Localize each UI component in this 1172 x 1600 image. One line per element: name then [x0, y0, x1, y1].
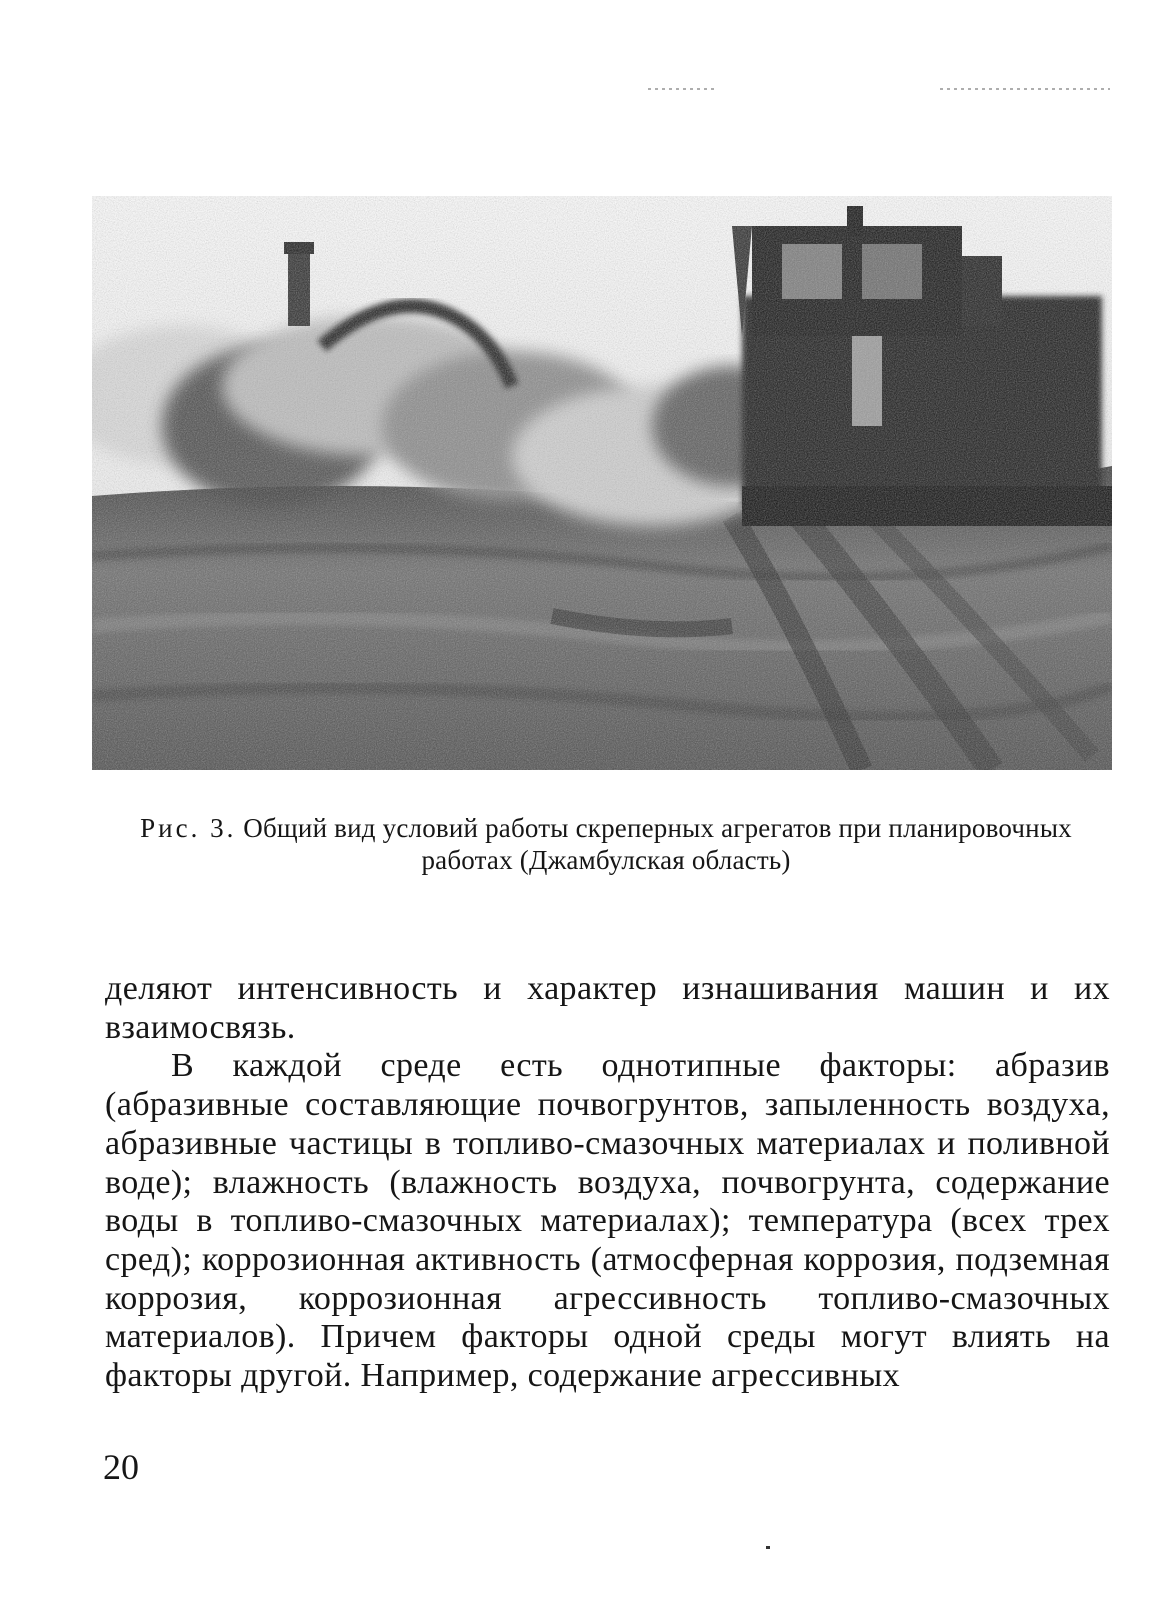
- figure-label: Рис. 3.: [140, 813, 237, 843]
- figure-caption-text: Общий вид условий работы скреперных агрегатов при планировочных работах (Джамбулская область): [243, 813, 1072, 875]
- scan-artifact: [940, 88, 1110, 90]
- scan-artifact: [648, 88, 718, 90]
- paragraph: В каждой среде есть однотипные факторы: абразив (абразивные составляющие почвогрунтов, запыленность воздуха, абразивные частицы в топливо-смазочных материалах и поливной воде); влажность (влажность воздуха, почвогрунта, содержание воды в топливо-смазочных материалах); температура (всех трех сред); коррозионная активность (атмосферная коррозия, подземная коррозия, коррозионная агрессивность топливо-смазочных материалов). Причем факторы одной среды могут влиять на факторы другой. Например, содержание агрессивных: [105, 1047, 1110, 1395]
- scan-artifact: [766, 1546, 770, 1549]
- figure-photo: [92, 196, 1112, 770]
- paragraph-continuation: деляют интенсивность и характер изнашивания машин и их взаимосвязь.: [105, 970, 1110, 1046]
- body-text: [105, 970, 1110, 1396]
- figure-caption: [100, 812, 1112, 876]
- scraper-photo-illustration: [92, 196, 1112, 770]
- page-number: 20: [103, 1447, 139, 1487]
